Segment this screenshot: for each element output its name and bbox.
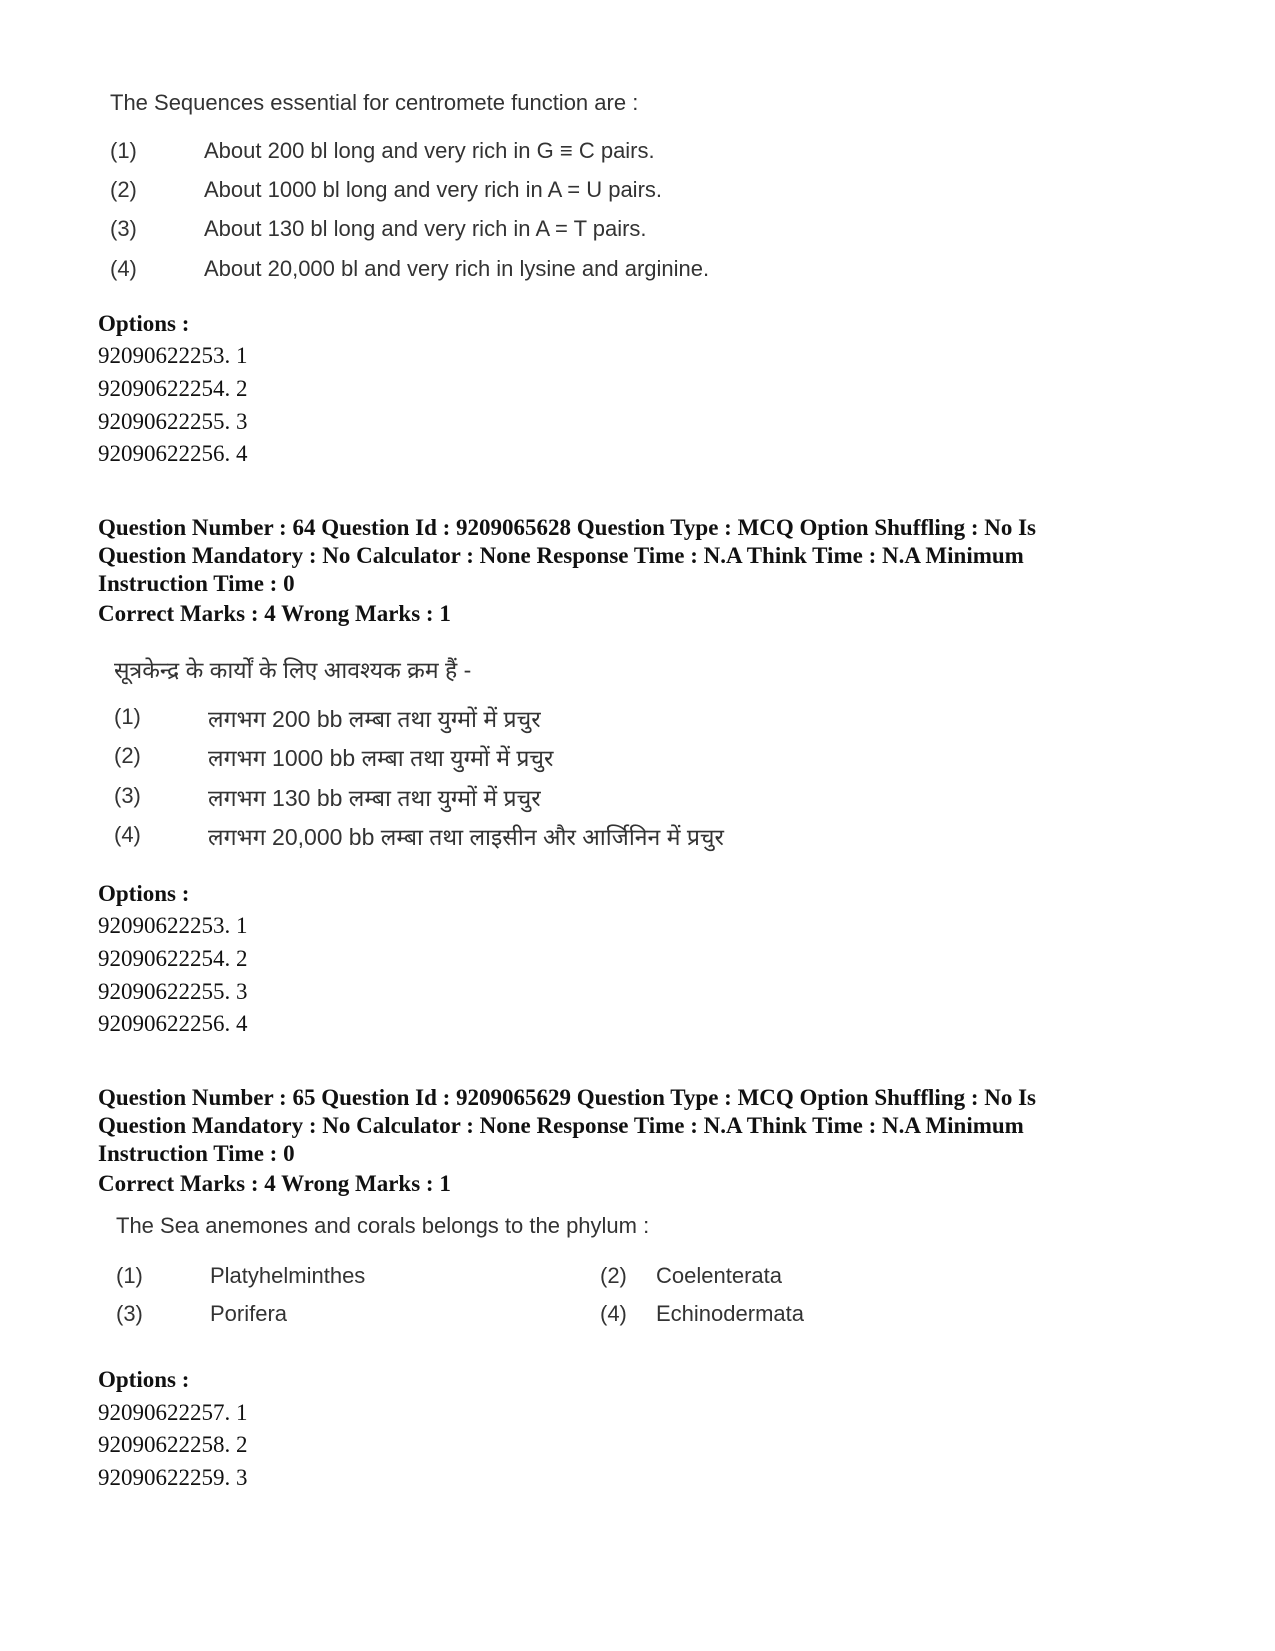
q63-choice-3-num: (3) [110, 216, 137, 241]
q65-choice-3-num: (3) [116, 1301, 143, 1326]
q65-option-1: 92090622257. 1 [98, 1400, 248, 1425]
q64-option-2: 92090622254. 2 [98, 946, 248, 971]
q64-marks: Correct Marks : 4 Wrong Marks : 1 [98, 601, 451, 626]
q65-option-3: 92090622259. 3 [98, 1465, 248, 1490]
q64-options-label: Options : [98, 881, 190, 906]
q64-choice-2-text: लगभग 1000 bb लम्बा तथा युग्मों में प्रचुर [208, 745, 554, 771]
q65-header-line-2: Question Mandatory : No Calculator : None Response Time : N.A Think Time : N.A Minimum [98, 1113, 1024, 1138]
q64-choice-1-num: (1) [114, 704, 141, 729]
q63-stem: The Sequences essential for centromete function are : [110, 90, 639, 115]
q64-choice-1-text: लगभग 200 bb लम्बा तथा युग्मों में प्रचुर [208, 706, 541, 732]
q63-choice-4-num: (4) [110, 256, 137, 281]
q64-option-1: 92090622253. 1 [98, 913, 248, 938]
q63-option-3: 92090622255. 3 [98, 409, 248, 434]
q63-choice-4-text: About 20,000 bl and very rich in lysine and arginine. [204, 256, 710, 281]
q63-choice-2-text: About 1000 bl long and very rich in A = U pairs. [204, 177, 663, 202]
q64-header-line-2: Question Mandatory : No Calculator : None Response Time : N.A Think Time : N.A Minimum [98, 543, 1024, 568]
q65-header [98, 1084, 1198, 1168]
q65-choice-2-num: (2) [600, 1263, 627, 1288]
q64-choice-3-text: लगभग 130 bb लम्बा तथा युग्मों में प्रचुर [208, 785, 541, 811]
q63-choice-3-text: About 130 bl long and very rich in A = T pairs. [204, 216, 647, 241]
q64-header [98, 514, 1198, 598]
q63-options-label: Options : [98, 311, 190, 336]
q65-choice-2-text: Coelenterata [656, 1263, 782, 1288]
q65-choice-1-text: Platyhelminthes [210, 1263, 366, 1288]
q65-choice-4-text: Echinodermata [656, 1301, 804, 1326]
q63-option-1: 92090622253. 1 [98, 343, 248, 368]
q65-header-line-3: Instruction Time : 0 [98, 1141, 295, 1166]
q65-choice-3-text: Porifera [210, 1301, 288, 1326]
q63-choice-3 [110, 216, 137, 242]
q65-options-label: Options : [98, 1367, 190, 1392]
q64-choice-3-num: (3) [114, 783, 141, 808]
q64-header-line-1: Question Number : 64 Question Id : 9209065628 Question Type : MCQ Option Shuffling : No Is [98, 515, 1037, 540]
q65-option-2: 92090622258. 2 [98, 1432, 248, 1457]
q64-choice-4-text: लगभग 20,000 bb लम्बा तथा लाइसीन और आर्जिनिन में प्रचुर [208, 824, 724, 850]
q63-option-4: 92090622256. 4 [98, 441, 248, 466]
q63-choice-4 [110, 256, 137, 282]
q63-choice-1 [110, 138, 137, 164]
q64-option-3: 92090622255. 3 [98, 979, 248, 1004]
q63-choice-2 [110, 177, 137, 203]
q64-stem: सूत्रकेन्द्र के कार्यों के लिए आवश्यक क्रम हैं - [114, 657, 472, 683]
q65-stem: The Sea anemones and corals belongs to the phylum : [116, 1213, 650, 1238]
q64-header-line-3: Instruction Time : 0 [98, 571, 295, 596]
q64-choice-2-num: (2) [114, 743, 141, 768]
q63-choice-1-text: About 200 bl long and very rich in G ≡ C pairs. [204, 138, 655, 163]
q63-choice-1-num: (1) [110, 138, 137, 163]
q65-marks: Correct Marks : 4 Wrong Marks : 1 [98, 1171, 451, 1196]
q64-choice-4-num: (4) [114, 822, 141, 847]
q65-choice-4-num: (4) [600, 1301, 627, 1326]
q63-option-2: 92090622254. 2 [98, 376, 248, 401]
q65-header-line-1: Question Number : 65 Question Id : 9209065629 Question Type : MCQ Option Shuffling : No Is [98, 1085, 1037, 1110]
q64-option-4: 92090622256. 4 [98, 1011, 248, 1036]
q63-choice-2-num: (2) [110, 177, 137, 202]
q65-choice-1-num: (1) [116, 1263, 143, 1288]
